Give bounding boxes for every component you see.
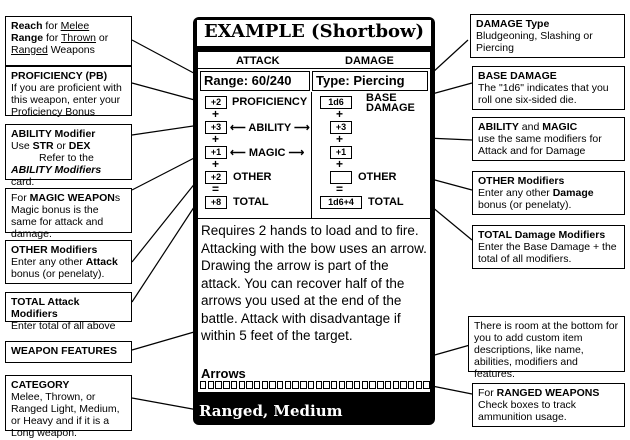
type-field[interactable]: Type: Piercing xyxy=(312,71,428,91)
base-damage-value[interactable]: 1d6 xyxy=(320,96,352,109)
card-title: EXAMPLE (Shortbow) xyxy=(203,21,425,42)
note-weapon-features: WEAPON FEATURES xyxy=(5,341,132,363)
arrow-checkbox[interactable] xyxy=(354,381,360,389)
damage-header: DAMAGE xyxy=(345,55,394,67)
plus-sign: + xyxy=(212,132,220,146)
equals-sign: = xyxy=(212,182,220,196)
arrow-checkbox[interactable] xyxy=(292,381,298,389)
plus-sign: + xyxy=(212,107,220,121)
arrow-checkbox[interactable] xyxy=(316,381,322,389)
proficiency-label: PROFICIENCY xyxy=(232,96,308,108)
proficiency-value[interactable]: +2 xyxy=(205,96,227,109)
arrow-checkbox[interactable] xyxy=(223,381,229,389)
plus-sign: + xyxy=(336,132,344,146)
arrow-checkbox-row[interactable] xyxy=(200,381,430,391)
ability-arrow-label: ⟵ ABILITY ⟶ xyxy=(230,122,310,134)
note-magic: For MAGIC WEAPONs Magic bonus is the same for attack and damage. xyxy=(5,188,132,233)
note-base-damage: BASE DAMAGE The "1d6" indicates that you roll one six-sided die. xyxy=(472,66,625,110)
arrow-checkbox[interactable] xyxy=(208,381,214,389)
weapon-features-text: Requires 2 hands to load and to fire. Attacking with the bow uses an arrow. Drawing the arrow is part of the attack. You can recover half of the arrows you used at the end of the battle. Attack with disadvantage if within 5 feet of the target. xyxy=(201,223,427,343)
center-divider xyxy=(311,92,312,218)
note-ranged-weapons: For RANGED WEAPONS Check boxes to track ammunition usage. xyxy=(472,383,625,427)
note-ability-magic: ABILITY and MAGIC use the same modifiers for Attack and for Damage xyxy=(472,117,625,161)
arrow-checkbox[interactable] xyxy=(393,381,399,389)
arrow-checkbox[interactable] xyxy=(308,381,314,389)
arrow-checkbox[interactable] xyxy=(385,381,391,389)
arrow-checkbox[interactable] xyxy=(231,381,237,389)
note-other-damage: OTHER Modifiers Enter any other Damage bonus (or penelaty). xyxy=(472,171,625,215)
note-damage-type: DAMAGE Type Bludgeoning, Slashing or Piercing xyxy=(470,14,625,58)
attack-header: ATTACK xyxy=(236,55,280,67)
magic-arrow-label: ⟵ MAGIC ⟶ xyxy=(230,147,305,159)
features-divider xyxy=(198,218,430,219)
arrow-checkbox[interactable] xyxy=(262,381,268,389)
arrow-checkbox[interactable] xyxy=(285,381,291,389)
arrow-checkbox[interactable] xyxy=(323,381,329,389)
arrow-checkbox[interactable] xyxy=(200,381,206,389)
other-attack-value[interactable]: +2 xyxy=(205,171,227,184)
note-total-attack: TOTAL Attack Modifiers Enter total of all above xyxy=(5,292,132,322)
damage-ability-value[interactable]: +3 xyxy=(330,121,352,134)
ability-value[interactable]: +3 xyxy=(205,121,227,134)
damage-other-label: OTHER xyxy=(358,171,397,183)
arrow-checkbox[interactable] xyxy=(423,381,429,389)
note-ability: ABILITY Modifier Use STR or DEX Refer to the ABILITY Modifiers card. xyxy=(5,124,132,180)
arrow-checkbox[interactable] xyxy=(269,381,275,389)
header-divider xyxy=(198,68,430,69)
arrow-checkbox[interactable] xyxy=(377,381,383,389)
note-other-attack: OTHER Modifiers Enter any other Attack bonus (or penelaty). xyxy=(5,240,132,284)
arrow-checkbox[interactable] xyxy=(331,381,337,389)
note-reach: Reach for Melee Range for Thrown or Ranged Weapons xyxy=(5,16,132,66)
note-category: CATEGORY Melee, Thrown, or Ranged Light, Medium, or Heavy and if it is a Long weapon. xyxy=(5,375,132,431)
total-damage-label: TOTAL xyxy=(368,196,404,208)
arrow-checkbox[interactable] xyxy=(339,381,345,389)
arrow-checkbox[interactable] xyxy=(416,381,422,389)
arrow-checkbox[interactable] xyxy=(254,381,260,389)
arrow-checkbox[interactable] xyxy=(408,381,414,389)
equals-sign: = xyxy=(336,182,344,196)
note-proficiency: PROFICIENCY (PB) If you are proficient with this weapon, enter your Proficiency Bonus xyxy=(5,66,132,116)
category-label: Ranged, Medium xyxy=(199,402,343,420)
arrow-checkbox[interactable] xyxy=(215,381,221,389)
arrow-checkbox[interactable] xyxy=(400,381,406,389)
note-total-damage: TOTAL Damage Modifiers Enter the Base Damage + the total of all modifiers. xyxy=(472,225,625,269)
total-attack-label: TOTAL xyxy=(233,196,269,208)
damage-magic-value[interactable]: +1 xyxy=(330,146,352,159)
range-field[interactable]: Range: 60/240 xyxy=(200,71,310,91)
total-damage-value[interactable]: 1d6+4 xyxy=(320,196,362,209)
arrow-checkbox[interactable] xyxy=(239,381,245,389)
arrow-checkbox[interactable] xyxy=(277,381,283,389)
arrow-checkbox[interactable] xyxy=(369,381,375,389)
note-custom-descriptions: There is room at the bottom for you to add custom item descriptions, like name, abilities, modifiers and features. xyxy=(468,316,625,372)
total-attack-value[interactable]: +8 xyxy=(205,196,227,209)
plus-sign: + xyxy=(212,157,220,171)
magic-value[interactable]: +1 xyxy=(205,146,227,159)
plus-sign: + xyxy=(336,107,344,121)
arrow-checkbox[interactable] xyxy=(300,381,306,389)
arrow-checkbox[interactable] xyxy=(246,381,252,389)
plus-sign: + xyxy=(336,157,344,171)
base-damage-label: BASE DAMAGE xyxy=(366,92,415,114)
arrow-checkbox[interactable] xyxy=(346,381,352,389)
arrows-label: Arrows xyxy=(201,366,246,381)
other-attack-label: OTHER xyxy=(233,171,272,183)
arrow-checkbox[interactable] xyxy=(362,381,368,389)
